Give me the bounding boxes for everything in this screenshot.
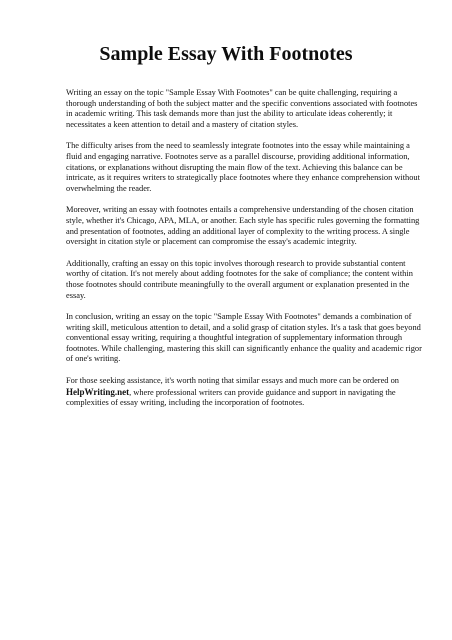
document-title: Sample Essay With Footnotes xyxy=(99,43,353,65)
paragraph-2: The difficulty arises from the need to seamlessly integrate footnotes into the essay while maintaining a fluid and engaging narrative. Footnotes serve as a parallel discourse, providing additional information, citations, or explanations without disrupting the main flow of the text. Achieving this balance can be intricate, as it requires writers to strategically place footnotes where they enhance comprehension without overwhelming the reader. xyxy=(66,141,420,193)
paragraph-6-before-link: For those seeking assistance, it's worth noting that similar essays and much more can be ordered on xyxy=(66,376,399,386)
paragraph-6-after-link: , where professional writers can provide guidance and support in navigating the complexities of essay writing, including the incorporation of footnotes. xyxy=(66,387,396,408)
helpwriting-link[interactable]: HelpWriting.net xyxy=(66,386,130,397)
paragraph-3: Moreover, writing an essay with footnotes entails a comprehensive understanding of the chosen citation style, whether it's Chicago, APA, MLA, or another. Each style has specific rules governing the formatting and presentation of footnotes, adding an additional layer of complexity to the writing process. A single oversight in citation style or placement can compromise the essay's academic integrity. xyxy=(66,205,420,247)
paragraph-5: In conclusion, writing an essay on the topic "Sample Essay With Footnotes" demands a combination of writing skill, meticulous attention to detail, and a solid grasp of citation styles. It's a task that goes beyond conventional essay writing, requiring a thoughtful integration of supplementary information through footnotes. While challenging, mastering this skill can significantly enhance the quality and academic rigor of one's writing. xyxy=(66,312,422,364)
paragraph-4: Additionally, crafting an essay on this topic involves thorough research to provide substantial content worthy of citation. It's not merely about adding footnotes for the sake of compliance; the content within those footnotes should contribute meaningfully to the overall argument or explanation presented in the essay. xyxy=(66,258,413,300)
paragraph-6 xyxy=(66,376,424,409)
paragraph-1: Writing an essay on the topic "Sample Essay With Footnotes" can be quite challenging, requiring a thorough understanding of both the subject matter and the specific conventions associated with footnotes in academic writing. This task demands more than just the ability to articulate ideas coherently; it necessitates a keen attention to detail and a mastery of citation styles. xyxy=(66,88,418,129)
